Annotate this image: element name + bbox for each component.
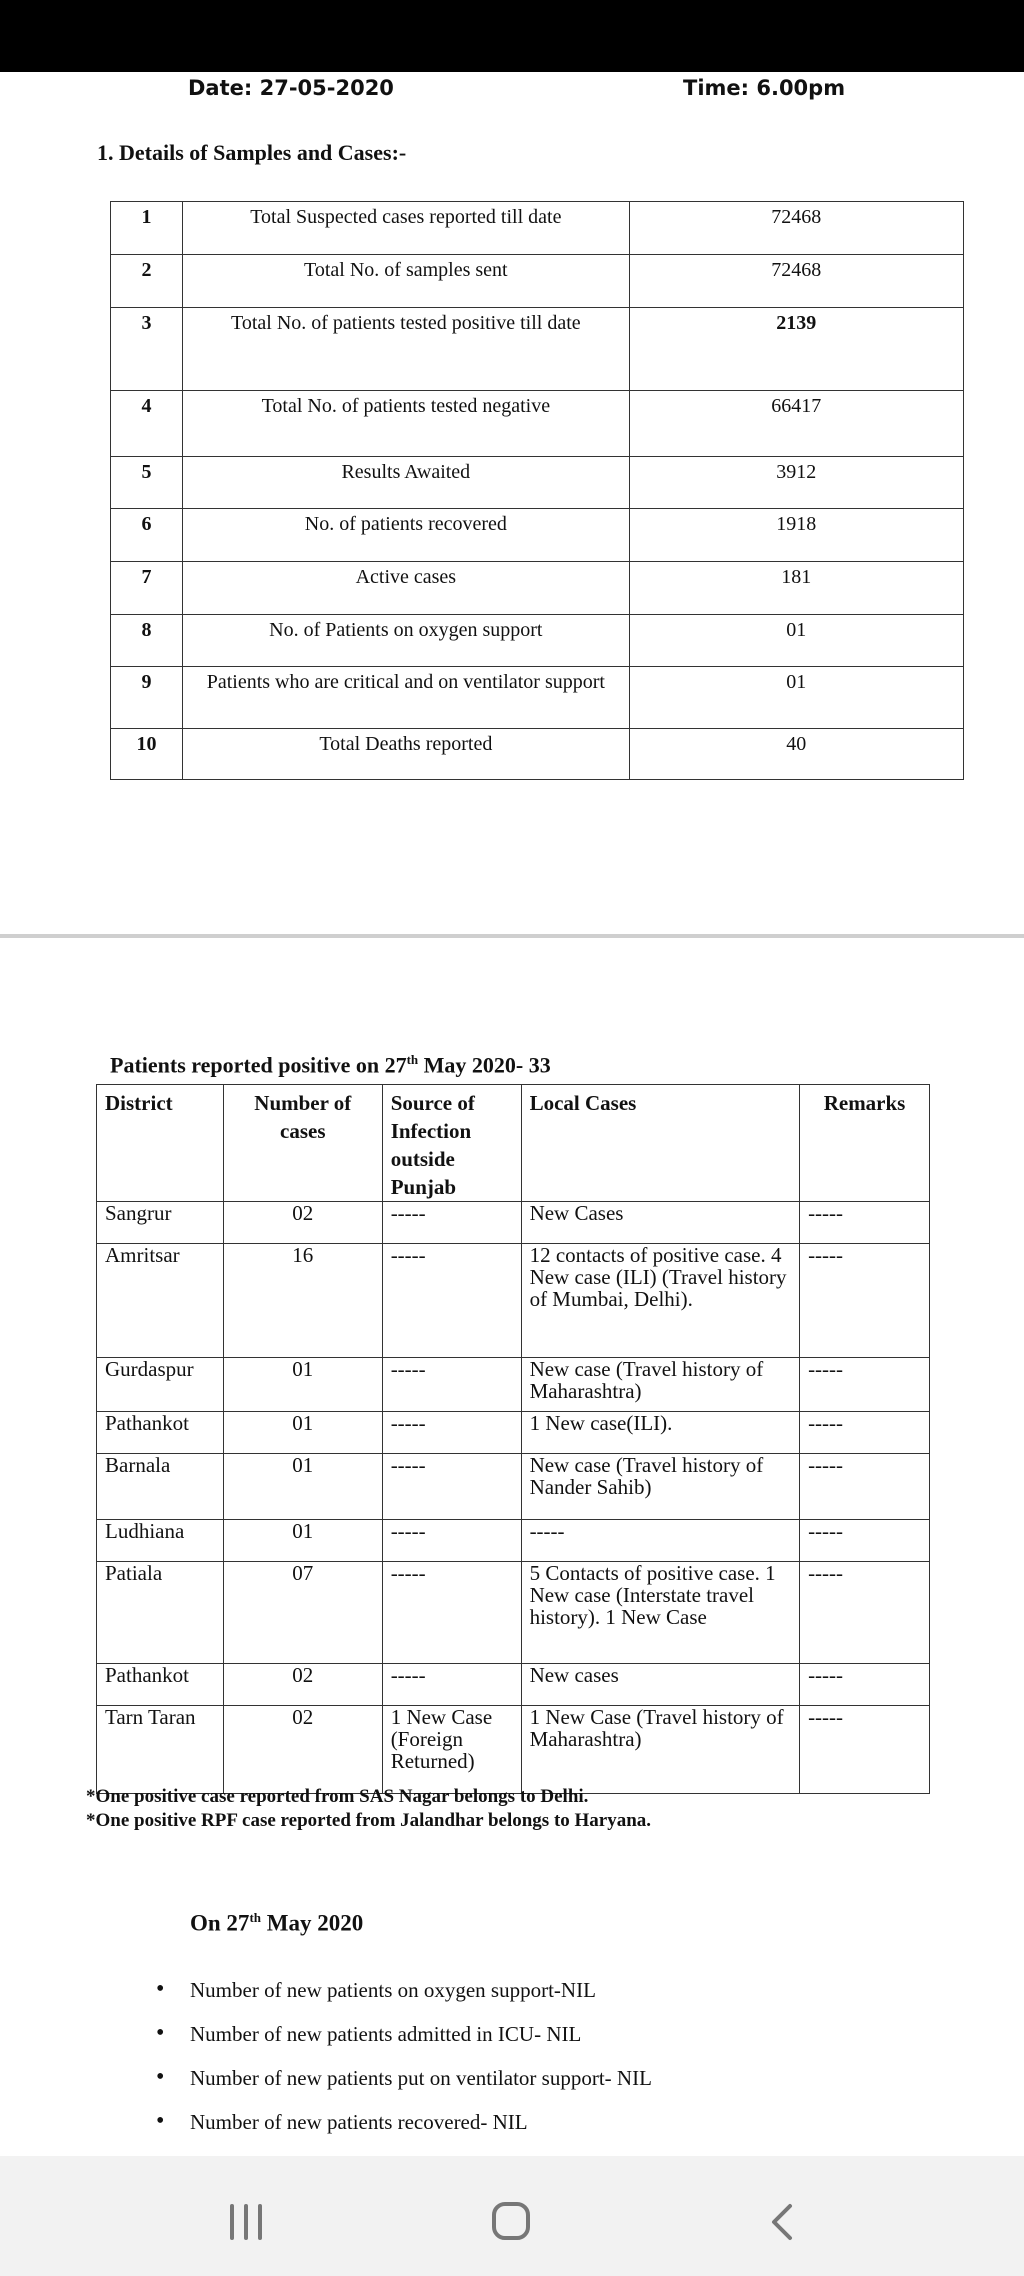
document-page-1 xyxy=(0,72,1024,934)
cell-source: ----- xyxy=(382,1202,521,1244)
cell-source: ----- xyxy=(382,1562,521,1664)
cell-local: New case (Travel history of Maharashtra) xyxy=(521,1358,800,1412)
cell-local: 1 New Case (Travel history of Maharashtra) xyxy=(521,1706,800,1794)
header-remarks: Remarks xyxy=(800,1085,930,1202)
cell-district: Pathankot xyxy=(97,1412,224,1454)
cell-cases: 01 xyxy=(223,1412,382,1454)
table-row xyxy=(111,202,964,255)
cell-remarks: ----- xyxy=(800,1664,930,1706)
row-label: Results Awaited xyxy=(183,457,630,509)
cell-district: Sangrur xyxy=(97,1202,224,1244)
table-row xyxy=(97,1412,930,1454)
status-bar xyxy=(0,0,1024,72)
row-label: Total No. of samples sent xyxy=(183,255,630,308)
cell-cases: 02 xyxy=(223,1202,382,1244)
cell-source: ----- xyxy=(382,1412,521,1454)
row-label: Total Deaths reported xyxy=(183,729,630,780)
navigation-bar xyxy=(0,2156,1024,2276)
samples-cases-table xyxy=(110,201,964,780)
header-district: District xyxy=(97,1085,224,1202)
section-title-samples: 1. Details of Samples and Cases:- xyxy=(97,140,407,165)
cell-local: ----- xyxy=(521,1520,800,1562)
row-number: 4 xyxy=(111,391,183,457)
district-cases-table xyxy=(96,1084,930,1794)
cell-remarks: ----- xyxy=(800,1358,930,1412)
row-value: 01 xyxy=(629,615,963,667)
row-value: 1918 xyxy=(629,509,963,562)
footnote: *One positive case reported from SAS Nagar belongs to Delhi. xyxy=(86,1786,589,1807)
cell-cases: 07 xyxy=(223,1562,382,1664)
cell-cases: 02 xyxy=(223,1706,382,1794)
row-value: 01 xyxy=(629,667,963,729)
cell-local: New case (Travel history of Nander Sahib) xyxy=(521,1454,800,1520)
table-row xyxy=(111,509,964,562)
row-number: 10 xyxy=(111,729,183,780)
list-item: • Number of new patients put on ventilator support- NIL xyxy=(156,2066,652,2110)
cell-source: 1 New Case (Foreign Returned) xyxy=(382,1706,521,1794)
row-label: Total No. of patients tested negative xyxy=(183,391,630,457)
recent-apps-icon[interactable] xyxy=(228,2204,264,2240)
footnote: *One positive RPF case reported from Jalandhar belongs to Haryana. xyxy=(86,1810,652,1831)
row-number: 9 xyxy=(111,667,183,729)
cell-district: Pathankot xyxy=(97,1664,224,1706)
row-label: Patients who are critical and on ventilator support xyxy=(183,667,630,729)
cell-local: 5 Contacts of positive case. 1 New case (Interstate travel history). 1 New Case xyxy=(521,1562,800,1664)
header-source-of-infection: Source of Infection outside Punjab xyxy=(382,1085,521,1202)
table-row xyxy=(97,1358,930,1412)
cell-source: ----- xyxy=(382,1664,521,1706)
report-time: Time: 6.00pm xyxy=(683,76,846,100)
row-value: 72468 xyxy=(629,255,963,308)
row-number: 1 xyxy=(111,202,183,255)
cell-cases: 02 xyxy=(223,1664,382,1706)
row-label: No. of Patients on oxygen support xyxy=(183,615,630,667)
cell-district: Amritsar xyxy=(97,1244,224,1358)
cell-cases: 01 xyxy=(223,1358,382,1412)
daily-summary-title: On 27th May 2020 xyxy=(190,1910,364,1936)
cell-source: ----- xyxy=(382,1244,521,1358)
cell-cases: 16 xyxy=(223,1244,382,1358)
table-row xyxy=(111,255,964,308)
row-number: 8 xyxy=(111,615,183,667)
row-value: 40 xyxy=(629,729,963,780)
cell-district: Ludhiana xyxy=(97,1520,224,1562)
back-icon[interactable] xyxy=(764,2202,800,2242)
cell-local: New Cases xyxy=(521,1202,800,1244)
row-value: 66417 xyxy=(629,391,963,457)
row-label: Total Suspected cases reported till date xyxy=(183,202,630,255)
cell-cases: 01 xyxy=(223,1454,382,1520)
home-icon[interactable] xyxy=(492,2202,530,2240)
cell-district: Patiala xyxy=(97,1562,224,1664)
row-number: 6 xyxy=(111,509,183,562)
row-label: Active cases xyxy=(183,562,630,615)
cell-local: 1 New case(ILI). xyxy=(521,1412,800,1454)
cell-local: New cases xyxy=(521,1664,800,1706)
row-value: 2139 xyxy=(629,308,963,391)
table-row xyxy=(111,562,964,615)
cell-remarks: ----- xyxy=(800,1454,930,1520)
cell-remarks: ----- xyxy=(800,1706,930,1794)
row-number: 3 xyxy=(111,308,183,391)
cell-local: 12 contacts of positive case. 4 New case (ILI) (Travel history of Mumbai, Delhi). xyxy=(521,1244,800,1358)
row-label: No. of patients recovered xyxy=(183,509,630,562)
table-row xyxy=(97,1562,930,1664)
row-label: Total No. of patients tested positive till date xyxy=(183,308,630,391)
row-number: 5 xyxy=(111,457,183,509)
row-number: 2 xyxy=(111,255,183,308)
cell-district: Tarn Taran xyxy=(97,1706,224,1794)
row-value: 3912 xyxy=(629,457,963,509)
table-row xyxy=(97,1664,930,1706)
report-date: Date: 27-05-2020 xyxy=(188,76,394,100)
list-item: • Number of new patients admitted in ICU- NIL xyxy=(156,2022,652,2066)
list-item: • Number of new patients on oxygen support-NIL xyxy=(156,1978,652,2022)
table-row xyxy=(111,729,964,780)
list-item: • Number of new patients recovered- NIL xyxy=(156,2110,652,2154)
cell-district: Gurdaspur xyxy=(97,1358,224,1412)
table-row xyxy=(97,1454,930,1520)
table-row xyxy=(111,667,964,729)
table-row xyxy=(111,457,964,509)
table-row xyxy=(111,308,964,391)
cell-source: ----- xyxy=(382,1454,521,1520)
cell-source: ----- xyxy=(382,1520,521,1562)
table-row xyxy=(111,615,964,667)
table-header-row xyxy=(97,1085,930,1202)
cell-remarks: ----- xyxy=(800,1412,930,1454)
table-row xyxy=(97,1706,930,1794)
table-row xyxy=(97,1202,930,1244)
daily-summary-list xyxy=(156,1978,652,2154)
header-local-cases: Local Cases xyxy=(521,1085,800,1202)
table-row xyxy=(97,1244,930,1358)
positive-cases-title: Patients reported positive on 27th May 2020- 33 xyxy=(110,1052,551,1078)
cell-remarks: ----- xyxy=(800,1562,930,1664)
cell-remarks: ----- xyxy=(800,1244,930,1358)
cell-district: Barnala xyxy=(97,1454,224,1520)
table-row xyxy=(97,1520,930,1562)
cell-remarks: ----- xyxy=(800,1202,930,1244)
cell-remarks: ----- xyxy=(800,1520,930,1562)
row-value: 181 xyxy=(629,562,963,615)
cell-cases: 01 xyxy=(223,1520,382,1562)
row-number: 7 xyxy=(111,562,183,615)
document-page-2 xyxy=(0,938,1024,2156)
header-number-of-cases: Number of cases xyxy=(223,1085,382,1202)
table-row xyxy=(111,391,964,457)
cell-source: ----- xyxy=(382,1358,521,1412)
row-value: 72468 xyxy=(629,202,963,255)
